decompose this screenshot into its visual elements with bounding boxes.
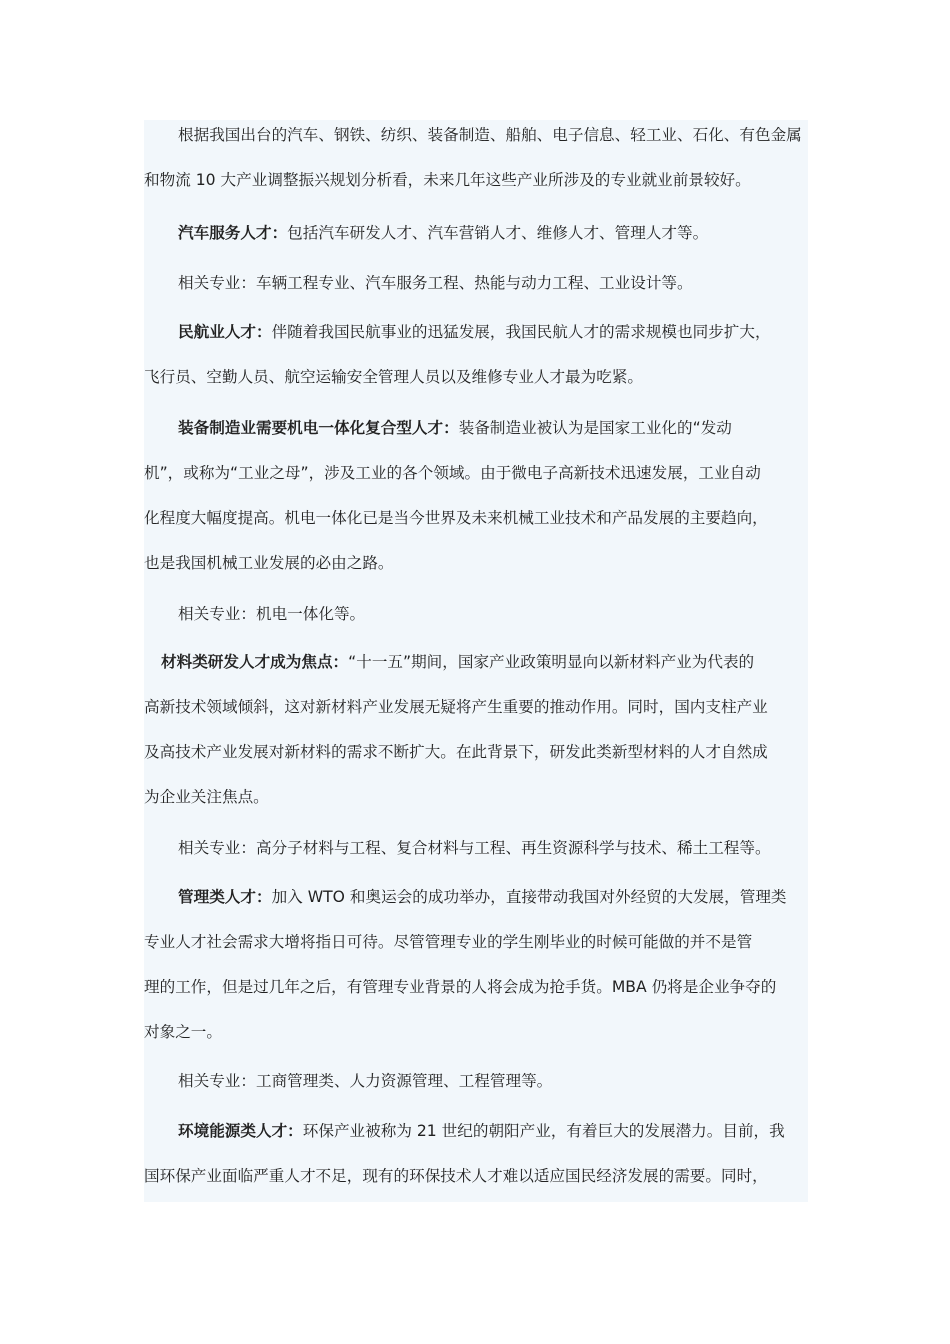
- related-majors-paragraph: [144, 261, 808, 306]
- paragraph-line: 相关专业：机电一体化等。: [178, 605, 366, 623]
- paragraph-line: 对象之一。: [144, 1023, 222, 1041]
- paragraph-line: 根据我国出台的汽车、钢铁、纺织、装备制造、船舶、电子信息、轻工业、石化、有色金属: [178, 126, 802, 144]
- paragraph-line: 专业人才社会需求大增将指日可待。尽管管理专业的学生刚毕业的时候可能做的并不是管: [144, 933, 753, 951]
- paragraph-line: 也是我国机械工业发展的必由之路。: [144, 554, 394, 572]
- paragraph-text: 包括汽车研发人才、汽车营销人才、维修人才、管理人才等。: [287, 224, 709, 242]
- section-heading: 汽车服务人才：: [178, 224, 288, 242]
- materials-paragraph: [144, 640, 808, 820]
- paragraph-text: “十一五”期间，国家产业政策明显向以新材料产业为代表的: [348, 653, 755, 671]
- paragraph-line: 和物流 10 大产业调整振兴规划分析看，未来几年这些产业所涉及的专业就业前景较好。: [144, 171, 751, 189]
- section-heading: 装备制造业需要机电一体化复合型人才：: [178, 419, 459, 437]
- paragraph-line: 理的工作，但是过几年之后，有管理专业背景的人将会成为抢手货。MBA 仍将是企业争夺的: [144, 978, 777, 996]
- paragraph-line: 相关专业：车辆工程专业、汽车服务工程、热能与动力工程、工业设计等。: [178, 274, 693, 292]
- section-heading: 民航业人才：: [178, 323, 272, 341]
- paragraph-text: 环保产业被称为 21 世纪的朝阳产业，有着巨大的发展潜力。目前，我: [302, 1122, 785, 1140]
- equipment-manufacturing-paragraph: [144, 406, 808, 586]
- paragraph-line: 相关专业：工商管理类、人力资源管理、工程管理等。: [178, 1072, 553, 1090]
- paragraph-line: 高新技术领域倾斜，这对新材料产业发展无疑将产生重要的推动作用。同时，国内支柱产业: [144, 698, 768, 716]
- paragraph-text: 装备制造业被认为是国家工业化的“发动: [458, 419, 732, 437]
- paragraph-line: 飞行员、空勤人员、航空运输安全管理人员以及维修专业人才最为吃紧。: [144, 368, 644, 386]
- environment-energy-paragraph: [144, 1109, 808, 1199]
- paragraph-text: 加入 WTO 和奥运会的成功举办，直接带动我国对外经贸的大发展，管理类: [271, 888, 787, 906]
- section-heading: 环境能源类人才：: [178, 1122, 303, 1140]
- paragraph-line: 化程度大幅度提高。机电一体化已是当今世界及未来机械工业技术和产品发展的主要趋向，: [144, 509, 768, 527]
- section-heading: 管理类人才：: [178, 888, 272, 906]
- paragraph-line: 国环保产业面临严重人才不足，现有的环保技术人才难以适应国民经济发展的需要。同时，: [144, 1167, 768, 1185]
- paragraph-line: 相关专业：高分子材料与工程、复合材料与工程、再生资源科学与技术、稀土工程等。: [178, 839, 771, 857]
- paragraph-line: 为企业关注焦点。: [144, 788, 269, 806]
- management-paragraph: [144, 875, 808, 1055]
- related-majors-paragraph: [144, 592, 808, 637]
- article-body: [144, 120, 808, 1202]
- paragraph-line: 及高技术产业发展对新材料的需求不断扩大。在此背景下，研发此类新型材料的人才自然成: [144, 743, 768, 761]
- related-majors-paragraph: [144, 1059, 808, 1104]
- intro-paragraph: [144, 113, 808, 203]
- auto-service-paragraph: [144, 211, 808, 256]
- paragraph-text: 伴随着我国民航事业的迅猛发展，我国民航人才的需求规模也同步扩大，: [271, 323, 771, 341]
- paragraph-line: 机”，或称为“工业之母”，涉及工业的各个领域。由于微电子高新技术迅速发展，工业自动: [144, 464, 761, 482]
- related-majors-paragraph: [144, 826, 808, 871]
- aviation-paragraph: [144, 310, 808, 400]
- section-heading: 材料类研发人才成为焦点：: [161, 653, 349, 671]
